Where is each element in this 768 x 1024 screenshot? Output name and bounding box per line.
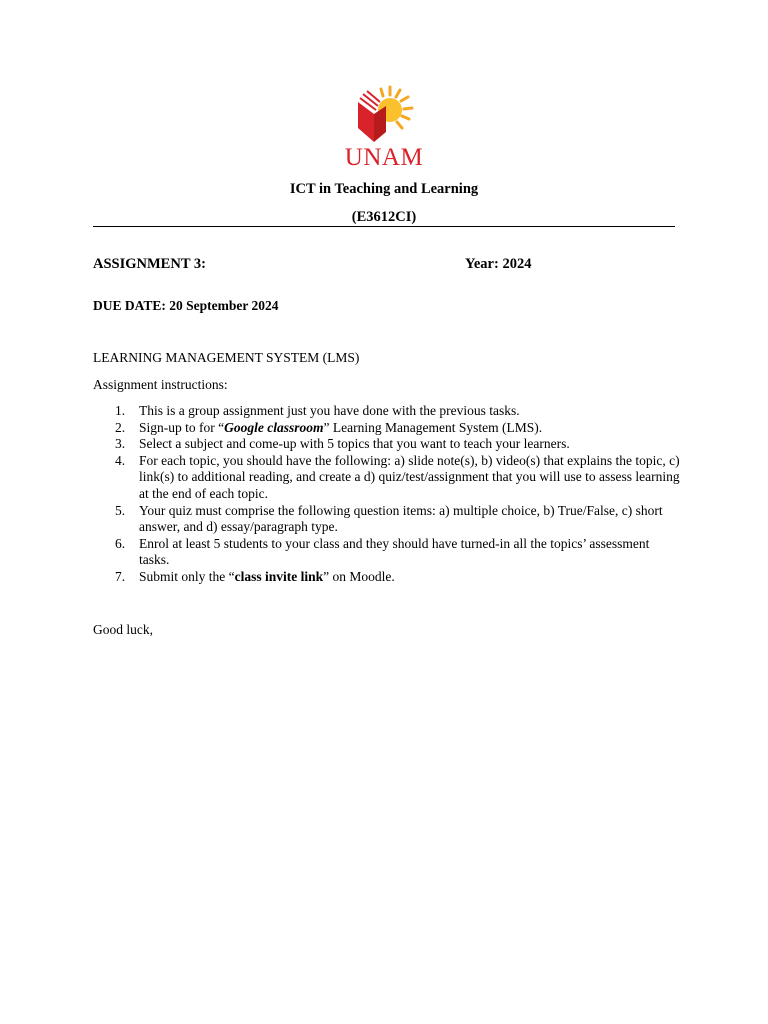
instructions-label: Assignment instructions: [93, 377, 228, 392]
closing-text: Good luck, [93, 622, 153, 637]
google-classroom-emphasis: Google classroom [224, 419, 324, 435]
task-number: 1. [115, 403, 126, 418]
task-number: 2. [115, 419, 126, 435]
due-date: DUE DATE: 20 September 2024 [93, 298, 279, 313]
assignment-topic: LEARNING MANAGEMENT SYSTEM (LMS) [93, 350, 360, 365]
task-list [93, 403, 683, 586]
header-divider [93, 226, 675, 227]
class-invite-link-emphasis: class invite link [234, 568, 324, 584]
task-number: 3. [115, 436, 126, 452]
task-item [93, 403, 683, 420]
unam-logo-icon [352, 84, 416, 146]
task-number: 5. [115, 502, 126, 518]
task-text-pre: Sign-up to for “ [139, 419, 225, 435]
task-number: 4. [115, 452, 126, 468]
task-text: Select a subject and come-up with 5 topics that you want to teach your learners. [139, 436, 570, 452]
assignment-title: ASSIGNMENT 3: [93, 256, 206, 272]
task-number: 6. [115, 535, 126, 551]
task-text-post: ” on Moodle. [323, 568, 395, 584]
task-item [93, 536, 683, 569]
course-code: (E3612CI) [351, 209, 417, 225]
assignment-year: Year: 2024 [465, 256, 532, 272]
task-item [93, 453, 683, 503]
task-number: 7. [115, 568, 126, 584]
task-item [93, 436, 683, 453]
course-title: ICT in Teaching and Learning [289, 181, 479, 197]
task-text: This is a group assignment just you have done with the previous tasks. [139, 403, 520, 418]
task-item [93, 420, 683, 437]
university-name: UNAM [344, 144, 424, 171]
task-item [93, 503, 683, 536]
task-text: For each topic, you should have the following: a) slide note(s), b) video(s) that explains the topic, c) link(s) to additional reading, and create a d) quiz/test/assignment that you will use to assess learning at the end of each topic. [139, 452, 680, 501]
task-text-pre: Submit only the “ [139, 568, 235, 584]
task-text: Your quiz must comprise the following question items: a) multiple choice, b) True/False, c) short answer, and d) essay/paragraph type. [139, 502, 663, 535]
task-item [93, 569, 683, 586]
task-text-post: ” Learning Management System (LMS). [323, 419, 543, 435]
task-text: Enrol at least 5 students to your class and they should have turned-in all the topics’ assessment tasks. [139, 535, 650, 568]
